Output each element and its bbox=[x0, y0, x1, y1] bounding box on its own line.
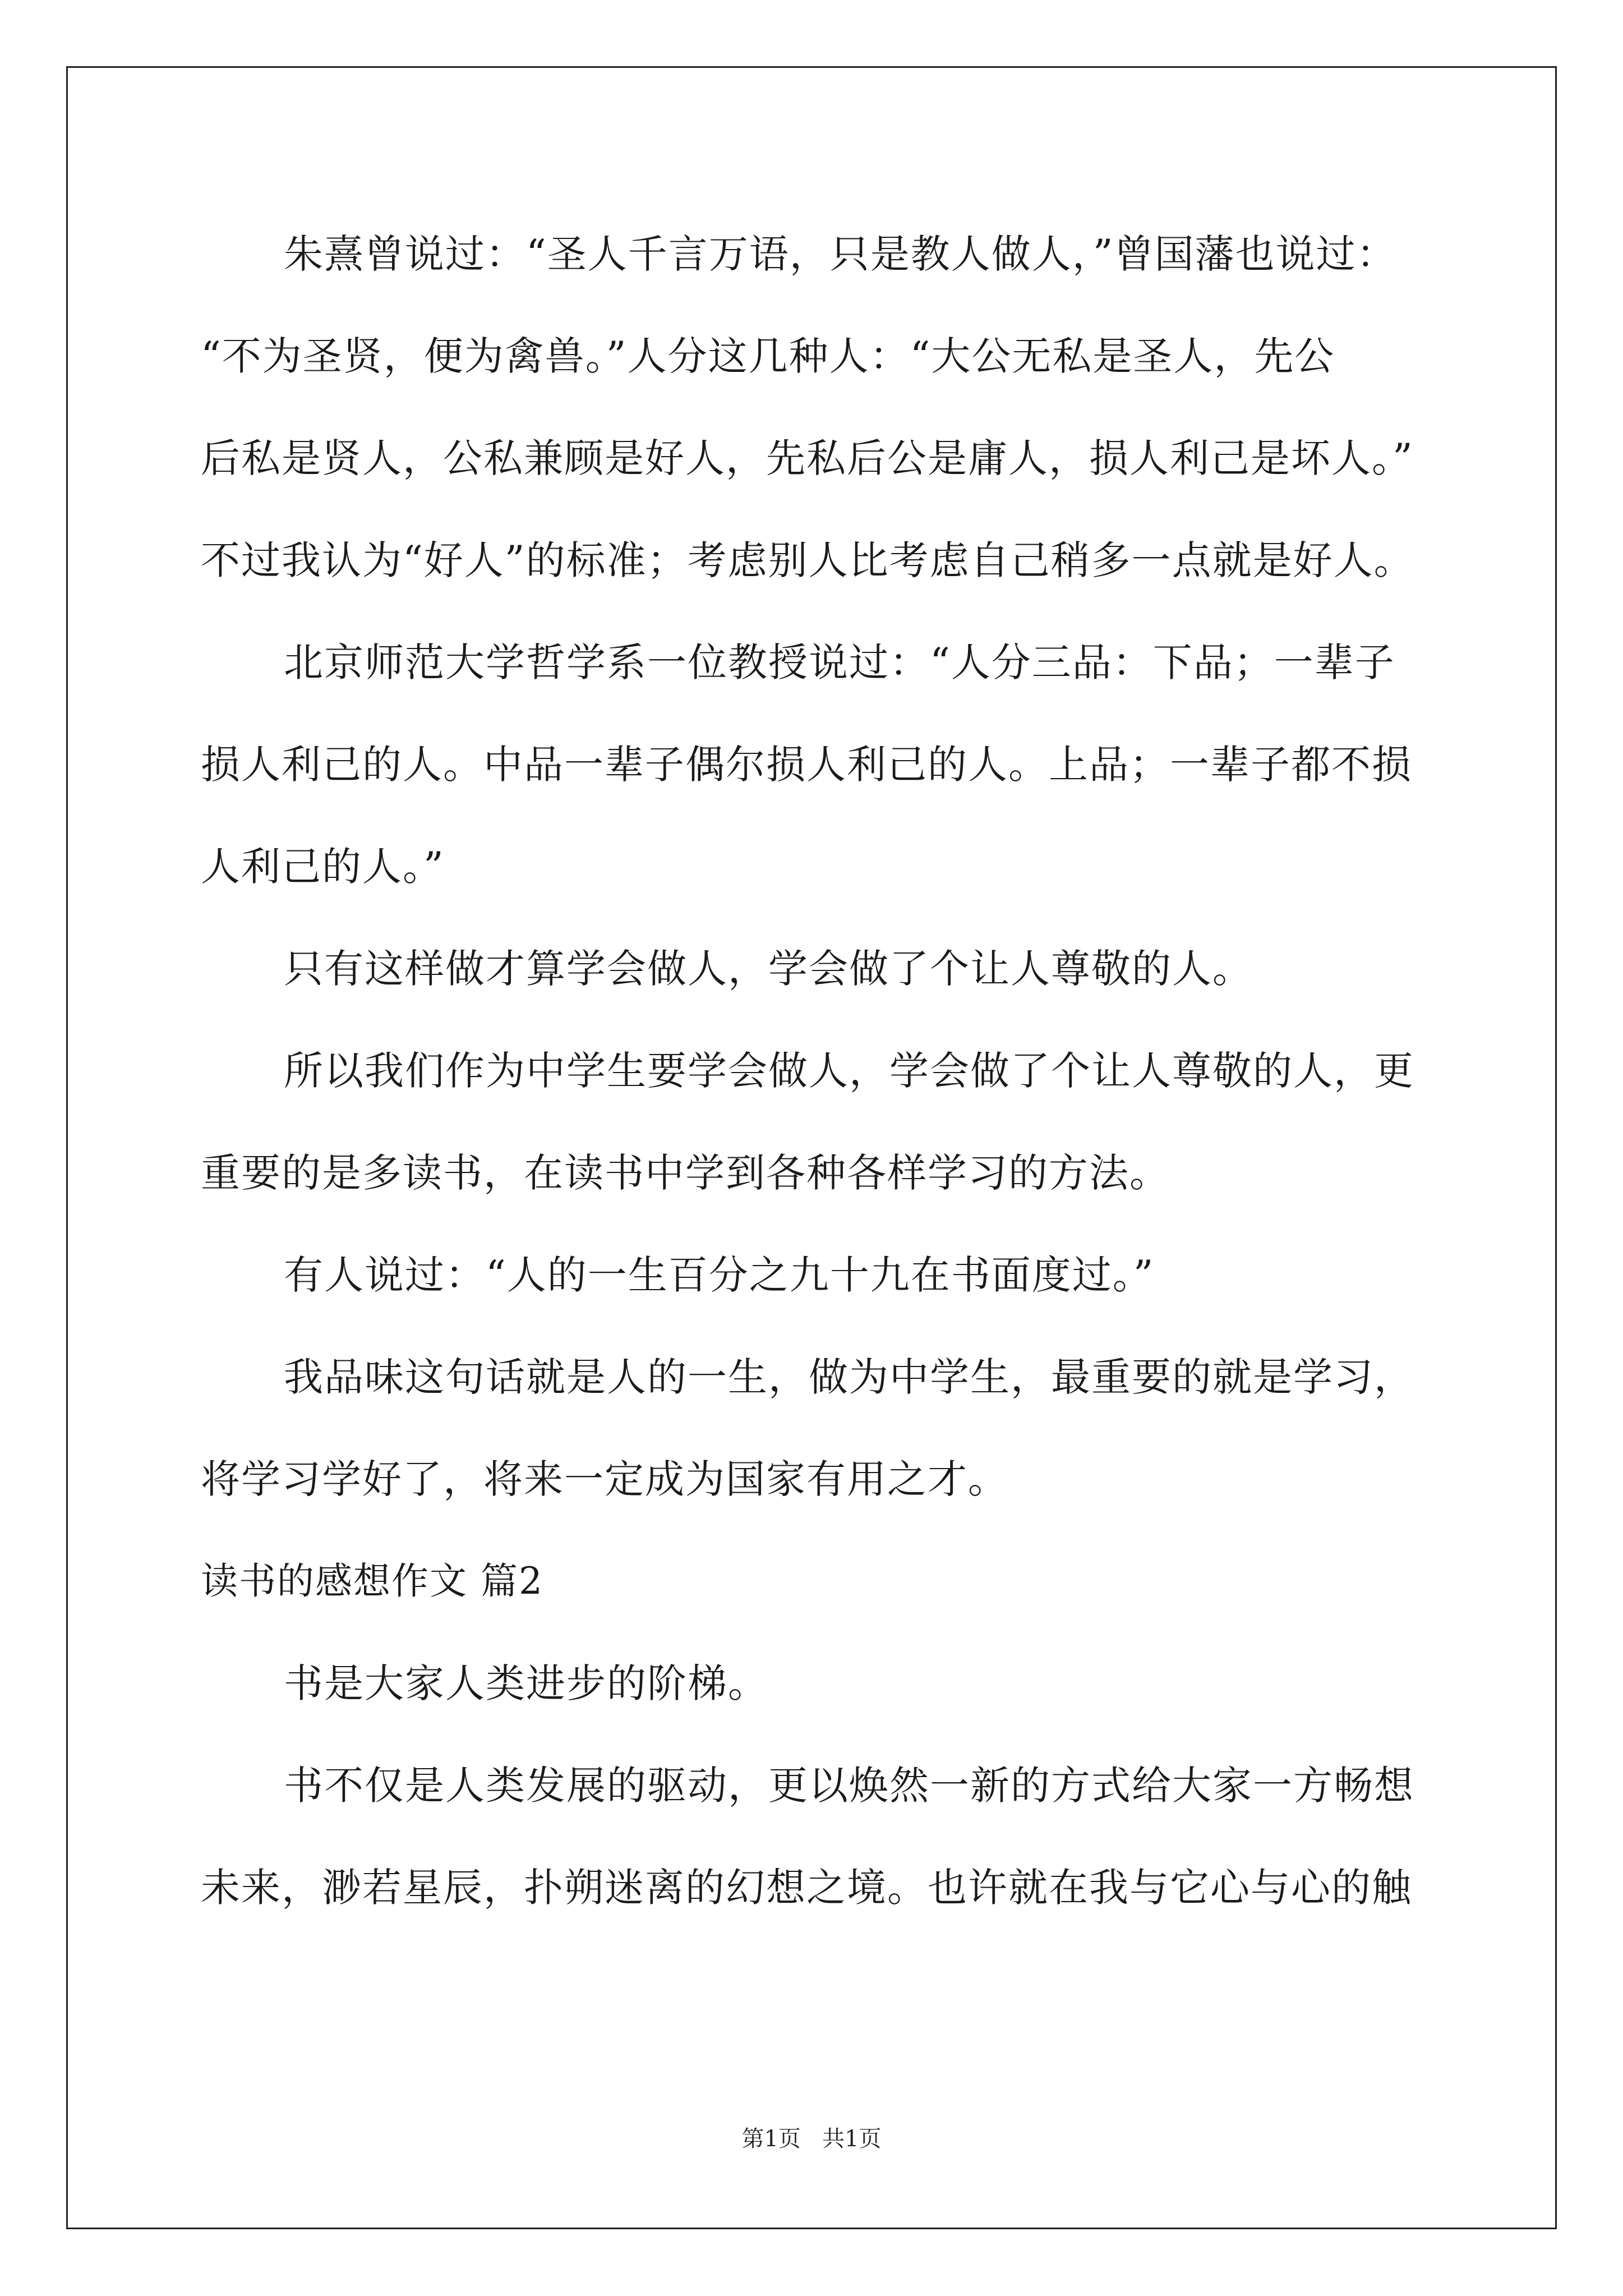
text-line: 人利己的人。” bbox=[201, 844, 445, 890]
text-line: 重要的是多读书，在读书中学到各种各样学习的方法。 bbox=[201, 1150, 1170, 1196]
text-line: 只有这样做才算学会做人，学会做了个让人尊敬的人。 bbox=[284, 946, 1253, 992]
text-line: 所以我们作为中学生要学会做人，学会做了个让人尊敬的人，更 bbox=[284, 1048, 1414, 1094]
text-line: “不为圣贤，便为禽兽。”人分这几种人：“大公无私是圣人，先公 bbox=[201, 333, 1335, 379]
text-line: 损人利己的人。中品一辈子偶尔损人利己的人。上品；一辈子都不损 bbox=[201, 742, 1412, 788]
text-line: 后私是贤人，公私兼顾是好人，先私后公是庸人，损人利己是坏人。” bbox=[201, 435, 1414, 481]
text-line: 不过我认为“好人”的标准；考虑别人比考虑自己稍多一点就是好人。 bbox=[201, 537, 1414, 583]
text-line: 北京师范大学哲学系一位教授说过：“人分三品：下品；一辈子 bbox=[284, 639, 1395, 685]
page-footer: 第1页 共1页 bbox=[741, 2126, 882, 2152]
section-heading: 读书的感想作文 篇2 bbox=[201, 1559, 543, 1603]
document-body bbox=[201, 203, 1457, 1939]
text-line: 朱熹曾说过：“圣人千言万语，只是教人做人，”曾国藩也说过： bbox=[284, 231, 1397, 277]
text-line: 有人说过：“人的一生百分之九十九在书面度过。” bbox=[284, 1252, 1155, 1298]
text-line: 将学习学好了，将来一定成为国家有用之才。 bbox=[201, 1456, 1008, 1502]
text-line: 书是大家人类进步的阶梯。 bbox=[284, 1660, 768, 1706]
text-line: 未来，渺若星辰，扑朔迷离的幻想之境。也许就在我与它心与心的触 bbox=[201, 1865, 1412, 1911]
text-line: 我品味这句话就是人的一生，做为中学生，最重要的就是学习， bbox=[284, 1354, 1414, 1400]
text-line: 书不仅是人类发展的驱动，更以焕然一新的方式给大家一方畅想 bbox=[284, 1763, 1414, 1809]
